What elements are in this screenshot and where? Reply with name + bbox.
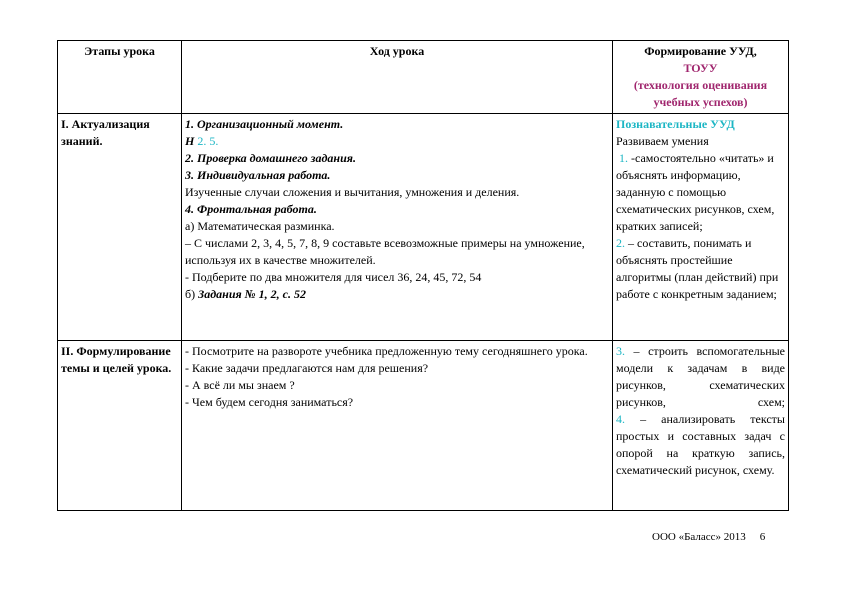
header-row xyxy=(58,41,789,114)
progress-line: 4. Фронтальная работа. xyxy=(185,202,317,216)
progress-line: 1. Организационный момент. xyxy=(185,117,344,131)
page-number: 6 xyxy=(759,531,766,543)
progress-line: - Подберите по два множителя для чисел 36, 24, 45, 72, 54 xyxy=(185,270,482,284)
stage-cell: II. Формулирование темы и целей урока. xyxy=(58,341,182,511)
uud-item xyxy=(616,411,785,479)
progress-task: Задания № 1, 2, с. 52 xyxy=(198,287,306,301)
uud-cell xyxy=(613,341,789,511)
table-row xyxy=(58,114,789,341)
uud-subtitle: Развиваем умения xyxy=(616,134,709,148)
progress-line: - Чем будем сегодня заниматься? xyxy=(185,395,354,409)
progress-line: Изученные случаи сложения и вычитания, умножения и деления. xyxy=(185,185,520,199)
lesson-table xyxy=(57,40,789,511)
progress-line xyxy=(185,286,609,303)
progress-line: - Какие задачи предлагаются нам для решения? xyxy=(185,361,429,375)
uud-cell xyxy=(613,114,789,341)
uud-number: 4. xyxy=(616,412,625,426)
uud-number: 2. xyxy=(616,236,625,250)
progress-cell xyxy=(182,341,613,511)
header-touu: ТОУУ xyxy=(683,61,718,75)
uud-item xyxy=(616,235,785,303)
progress-prefix: б) xyxy=(185,287,199,301)
uud-title: Познавательные УУД xyxy=(616,117,735,131)
progress-line: - Посмотрите на развороте учебника предложенную тему сегодняшнего урока. xyxy=(185,344,588,358)
header-stages: Этапы урока xyxy=(58,41,182,114)
uud-item xyxy=(616,343,785,411)
progress-line: 2. Проверка домашнего задания. xyxy=(185,151,356,165)
progress-line: а) Математическая разминка. xyxy=(185,219,335,233)
stage-cell: I. Актуализация знаний. xyxy=(58,114,182,341)
progress-line: – С числами 2, 3, 4, 5, 7, 8, 9 составьте всевозможные примеры на умножение, используя их в качестве множителей. xyxy=(185,236,585,267)
header-touu-desc: (технология оценивания учебных успехов) xyxy=(633,78,768,109)
uud-number: 3. xyxy=(616,344,625,358)
table-row xyxy=(58,341,789,511)
progress-line: - А всё ли мы знаем ? xyxy=(185,378,295,392)
page-footer xyxy=(652,531,765,543)
uud-text: -самостоятельно «читать» и объяснять информацию, заданную с помощью схематических рисунков, схем, кратких записей; xyxy=(616,151,775,233)
progress-line: 3. Индивидуальная работа. xyxy=(185,168,331,182)
header-progress: Ход урока xyxy=(182,41,613,114)
progress-cell xyxy=(182,114,613,341)
header-uud-title: Формирование УУД, xyxy=(644,44,757,58)
uud-text: – строить вспомогательные модели к задачам в виде рисунков, схематических рисунков, схем; xyxy=(616,344,785,409)
uud-number: 1. xyxy=(619,151,628,165)
progress-prefix: Н xyxy=(185,134,198,148)
progress-nums: 2. 5. xyxy=(197,134,219,148)
footer-publisher: ООО «Баласс» 2013 xyxy=(652,531,746,543)
uud-text: – анализировать тексты простых и составных задач с опорой на краткую запись, схематический рисунок, схему. xyxy=(616,412,785,477)
header-uud xyxy=(613,41,789,114)
uud-item xyxy=(616,150,785,235)
progress-line xyxy=(185,133,609,150)
uud-text: – составить, понимать и объяснять простейшие алгоритмы (план действий) при работе с конкретным заданием; xyxy=(616,236,779,301)
